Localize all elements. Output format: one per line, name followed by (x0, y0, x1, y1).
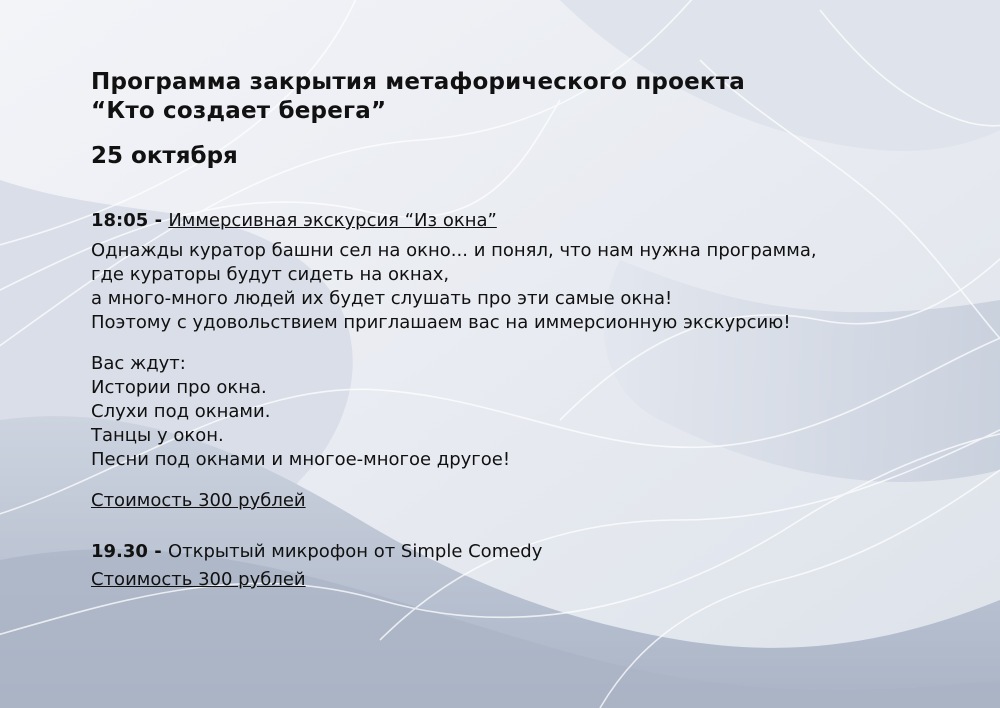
event-1-time: 18:05 - (91, 210, 169, 231)
program-content (91, 68, 971, 592)
event-1-description (91, 239, 971, 335)
event-2-time: 19.30 - (91, 541, 168, 562)
event-1-header (91, 209, 971, 233)
list-item: Танцы у окон. (91, 425, 224, 446)
program-title (91, 68, 971, 126)
list-item: Песни под окнами и многое-многое другое! (91, 449, 511, 470)
event-1-list (91, 352, 971, 472)
description-line: Однажды куратор башни сел на окно... и понял, что нам нужна программа, (91, 240, 817, 261)
list-item: Истории про окна. (91, 377, 267, 398)
description-line: где кураторы будут сидеть на окнах, (91, 264, 450, 285)
event-2-name: Открытый микрофон от Simple Comedy (167, 541, 543, 562)
event-1-price: Стоимость 300 рублей (91, 490, 306, 511)
event-2-price: Стоимость 300 рублей (91, 569, 306, 590)
title-line-1: Программа закрытия метафорического проекта (91, 69, 745, 95)
description-line: а много-много людей их будет слушать про эти самые окна! (91, 288, 673, 309)
description-line: Поэтому с удовольствием приглашаем вас на иммерсионную экскурсию! (91, 312, 791, 333)
event-2-header (91, 540, 971, 564)
list-item: Слухи под окнами. (91, 401, 271, 422)
title-line-2: “Кто создает берега” (91, 98, 387, 124)
event-1-name: Иммерсивная экскурсия “Из окна” (168, 210, 497, 231)
list-heading: Вас ждут: (91, 353, 186, 374)
event-date: 25 октября (91, 143, 238, 169)
